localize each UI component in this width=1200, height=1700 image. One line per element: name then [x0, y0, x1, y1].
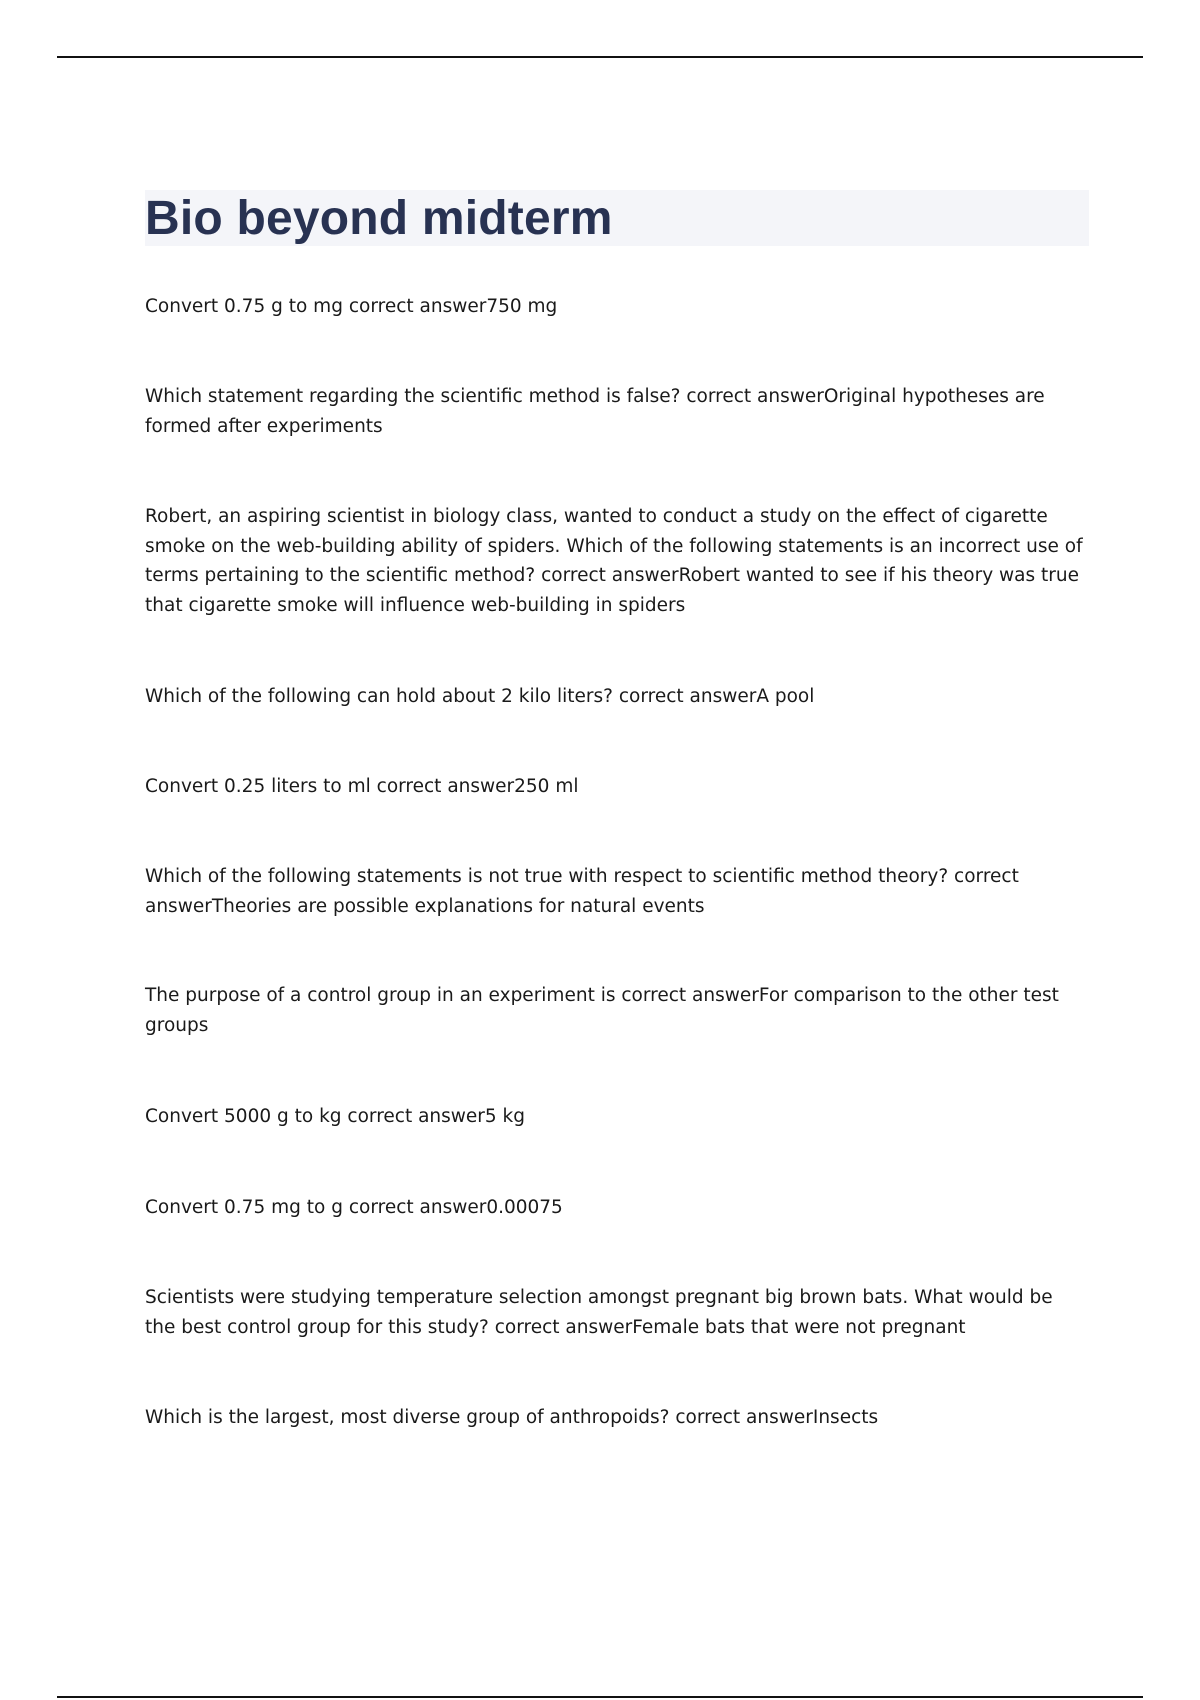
- qa-item-6: [145, 862, 1085, 921]
- qa-item-7: [145, 981, 1085, 1040]
- answer-text: 750 mg: [486, 296, 558, 317]
- answer-marker: correct answer: [376, 776, 515, 797]
- question-text: Convert 0.25 liters to ml: [145, 776, 371, 797]
- answer-marker: correct answer: [145, 866, 1019, 917]
- document-title: Bio beyond midterm: [145, 192, 613, 245]
- answer-text: Theories are possible explanations for natural events: [211, 895, 705, 917]
- qa-item-3: [145, 502, 1085, 620]
- qa-item-9: [145, 1193, 1085, 1223]
- qa-item-1: [145, 292, 1085, 322]
- answer-text: For comparison to the other test groups: [145, 985, 1059, 1036]
- answer-text: 0.00075: [486, 1197, 563, 1218]
- qa-item-11: [145, 1403, 1085, 1433]
- question-text: Which of the following can hold about 2 kilo liters?: [145, 686, 613, 707]
- answer-marker: correct answer: [675, 1407, 813, 1428]
- answer-marker: correct answer: [621, 985, 759, 1006]
- question-text: Scientists were studying temperature selection amongst pregnant big brown bats. What would be the best control group for this study?: [145, 1287, 1053, 1338]
- qa-item-4: [145, 682, 1085, 712]
- question-text: Convert 0.75 mg to g: [145, 1197, 343, 1218]
- answer-marker: correct answer: [347, 1106, 485, 1127]
- header-rule: [57, 56, 1143, 58]
- answer-text: 250 ml: [514, 776, 579, 797]
- answer-text: Robert wanted to see if his theory was true that cigarette smoke will influence web-building in spiders: [145, 565, 1080, 616]
- answer-marker: correct answer: [494, 1316, 633, 1338]
- qa-item-10: [145, 1283, 1085, 1342]
- answer-marker: correct answer: [686, 386, 824, 407]
- answer-text: 5 kg: [484, 1106, 526, 1127]
- question-text: Which of the following statements is not true with respect to scientific method theory?: [145, 866, 949, 887]
- answer-text: Female bats that were not pregnant: [632, 1316, 966, 1338]
- question-text: Convert 0.75 g to mg: [145, 296, 343, 317]
- question-text: Which statement regarding the scientific method is false?: [145, 386, 681, 407]
- answer-marker: correct answer: [541, 565, 679, 586]
- answer-marker: correct answer: [618, 686, 757, 707]
- answer-marker: correct answer: [348, 296, 487, 317]
- answer-text: A pool: [756, 686, 815, 707]
- qa-item-5: [145, 772, 1085, 802]
- question-text: Robert, an aspiring scientist in biology class, wanted to conduct a study on the effect of cigarette smoke on the web-building ability of spiders. Which of the following statements is an incorrect use of terms pertaining to the scientific method?: [145, 506, 1083, 586]
- answer-text: Insects: [812, 1407, 879, 1428]
- question-text: Convert 5000 g to kg: [145, 1106, 342, 1127]
- qa-item-8: [145, 1102, 1085, 1132]
- question-text: The purpose of a control group in an experiment is: [145, 985, 616, 1006]
- footer-rule: [57, 1696, 1143, 1698]
- answer-text: Original hypotheses are formed after experiments: [145, 386, 1045, 437]
- qa-item-2: [145, 382, 1085, 441]
- answer-marker: correct answer: [348, 1197, 487, 1218]
- question-text: Which is the largest, most diverse group of anthropoids?: [145, 1407, 670, 1428]
